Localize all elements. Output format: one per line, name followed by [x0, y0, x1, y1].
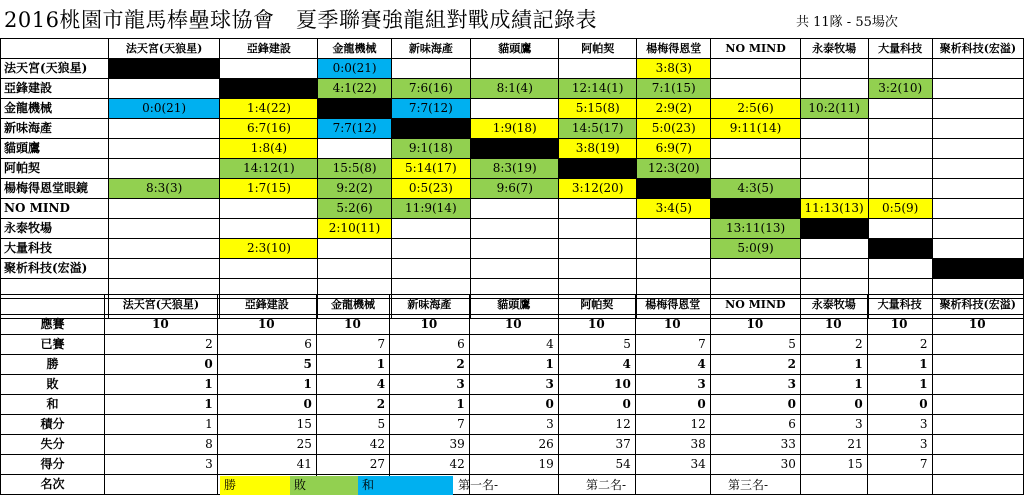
result-cell: [711, 159, 800, 179]
stat-value: 3: [390, 375, 470, 395]
page-header: [0, 0, 1024, 36]
result-cell: [800, 139, 868, 159]
stat-value: 0: [105, 355, 218, 375]
stat-value: 10: [800, 315, 867, 335]
legend-first-place: 第一名-: [458, 478, 499, 492]
result-cell: [932, 199, 1023, 219]
column-header-team: 亞鋒建設: [217, 295, 316, 315]
result-cell: 11:13(13): [800, 199, 868, 219]
column-header-team: 阿帕契: [559, 39, 637, 59]
row-label-team: 亞鋒建設: [1, 79, 109, 99]
result-cell: [800, 219, 868, 239]
stat-value: 3: [800, 415, 867, 435]
stat-value: 5: [316, 415, 389, 435]
result-cell: [868, 159, 932, 179]
result-cell: 5:0(9): [711, 239, 800, 259]
row-label-team: 大量科技: [1, 239, 109, 259]
result-cell: 3:4(5): [637, 199, 711, 219]
stat-value: 34: [635, 455, 710, 475]
result-cell: [800, 59, 868, 79]
column-header-team: 大量科技: [868, 39, 932, 59]
row-label-team: 阿帕契: [1, 159, 109, 179]
stat-value: 0: [710, 395, 800, 415]
stat-value: 10: [105, 315, 218, 335]
result-row: [1, 79, 1024, 99]
stat-value: [932, 375, 1023, 395]
stat-value: 7: [635, 335, 710, 355]
result-cell: [220, 79, 318, 99]
row-label-team: 法天宮(天狼星): [1, 59, 109, 79]
stat-value: 0: [558, 395, 635, 415]
result-cell: [471, 219, 559, 239]
result-cell: 4:1(22): [318, 79, 391, 99]
stat-value: 3: [635, 375, 710, 395]
result-cell: 7:7(12): [391, 99, 470, 119]
row-label-team: 金龍機械: [1, 99, 109, 119]
stat-value: 37: [558, 435, 635, 455]
stat-value: 38: [635, 435, 710, 455]
result-cell: [932, 99, 1023, 119]
stat-value: 15: [217, 415, 316, 435]
result-cell: 7:1(15): [637, 79, 711, 99]
stat-value: 42: [316, 435, 389, 455]
stat-label: 應賽: [1, 315, 105, 335]
stat-value: 1: [105, 395, 218, 415]
stat-value: [932, 355, 1023, 375]
stat-value: 1: [390, 395, 470, 415]
column-header-team: 法天宮(天狼星): [105, 295, 218, 315]
stat-label: 敗: [1, 375, 105, 395]
stat-value: 2: [800, 335, 867, 355]
result-cell: [637, 179, 711, 199]
result-cell: [559, 159, 637, 179]
stat-value: 10: [390, 315, 470, 335]
stat-value: 30: [710, 455, 800, 475]
stat-value: 1: [105, 415, 218, 435]
result-cell: 3:2(10): [868, 79, 932, 99]
stats-row: [1, 395, 1024, 415]
stat-value: 7: [867, 455, 932, 475]
result-cell: [559, 239, 637, 259]
stat-value: 1: [316, 355, 389, 375]
stat-value: 10: [635, 315, 710, 335]
result-cell: [932, 119, 1023, 139]
result-cell: [559, 219, 637, 239]
result-cell: 2:3(10): [220, 239, 318, 259]
stat-value: 1: [105, 375, 218, 395]
stat-value: 3: [710, 375, 800, 395]
result-row: [1, 179, 1024, 199]
stats-row: [1, 375, 1024, 395]
stat-value: 0: [800, 395, 867, 415]
corner-cell: [1, 295, 105, 315]
page-title: 2016桃園市龍馬棒壘球協會 夏季聯賽強龍組對戰成績記錄表: [4, 8, 597, 32]
stats-row: [1, 415, 1024, 435]
column-header-team: 貓頭鷹: [469, 295, 558, 315]
column-header-team: 新味海產: [391, 39, 470, 59]
result-cell: [108, 139, 220, 159]
stat-label: 失分: [1, 435, 105, 455]
result-row: [1, 119, 1024, 139]
result-cell: 12:14(1): [559, 79, 637, 99]
result-cell: 2:5(6): [711, 99, 800, 119]
stat-value: 1: [800, 355, 867, 375]
stat-value: 2: [710, 355, 800, 375]
stat-value: 0: [867, 395, 932, 415]
column-header-team: 法天宮(天狼星): [108, 39, 220, 59]
result-cell: 9:11(14): [711, 119, 800, 139]
column-header-team: 金龍機械: [318, 39, 391, 59]
stat-value: 3: [469, 415, 558, 435]
result-cell: [800, 239, 868, 259]
stat-label: 已賽: [1, 335, 105, 355]
stats-row: [1, 435, 1024, 455]
legend: [0, 476, 1024, 495]
result-cell: 11:9(14): [391, 199, 470, 219]
stat-value: 25: [217, 435, 316, 455]
column-header-team: NO MIND: [710, 295, 800, 315]
stat-label: 勝: [1, 355, 105, 375]
result-cell: [108, 59, 220, 79]
result-cell: [318, 99, 391, 119]
result-cell: 8:1(4): [471, 79, 559, 99]
stat-value: [932, 455, 1023, 475]
result-cell: 0:0(21): [108, 99, 220, 119]
result-cell: [800, 79, 868, 99]
result-cell: 13:11(13): [711, 219, 800, 239]
result-cell: 3:12(20): [559, 179, 637, 199]
stat-value: 5: [710, 335, 800, 355]
result-cell: [471, 239, 559, 259]
stat-value: 33: [710, 435, 800, 455]
stat-value: 1: [469, 355, 558, 375]
result-cell: 6:7(16): [220, 119, 318, 139]
result-cell: [932, 139, 1023, 159]
stat-value: 10: [217, 315, 316, 335]
stat-value: 4: [635, 355, 710, 375]
stat-value: 10: [867, 315, 932, 335]
result-cell: [800, 119, 868, 139]
stat-value: 2: [867, 335, 932, 355]
column-header-team: 永泰牧場: [800, 39, 868, 59]
result-cell: [108, 159, 220, 179]
result-cell: 5:15(8): [559, 99, 637, 119]
stats-row: [1, 455, 1024, 475]
header-row: [1, 39, 1024, 59]
stat-value: 15: [800, 455, 867, 475]
column-header-team: 楊梅得恩堂: [637, 39, 711, 59]
column-header-team: 楊梅得恩堂: [635, 295, 710, 315]
stat-value: 4: [316, 375, 389, 395]
stat-value: [932, 415, 1023, 435]
result-cell: [220, 199, 318, 219]
column-header-team: 阿帕契: [558, 295, 635, 315]
stat-value: 1: [217, 375, 316, 395]
result-cell: 5:14(17): [391, 159, 470, 179]
row-label-team: 聚析科技(宏溢): [1, 259, 109, 279]
stat-value: 1: [867, 375, 932, 395]
result-cell: [318, 239, 391, 259]
stat-value: 10: [558, 315, 635, 335]
result-cell: [868, 179, 932, 199]
legend-lose: 敗: [290, 476, 358, 495]
stat-value: [932, 335, 1023, 355]
result-cell: 14:12(1): [220, 159, 318, 179]
page-subtitle: 共 11隊 - 55場次: [796, 15, 898, 30]
stats-row: [1, 355, 1024, 375]
stat-value: 26: [469, 435, 558, 455]
result-cell: 1:7(15): [220, 179, 318, 199]
stat-value: 10: [932, 315, 1023, 335]
stat-value: 10: [710, 315, 800, 335]
stat-value: 2: [390, 355, 470, 375]
result-cell: [471, 99, 559, 119]
result-cell: [868, 239, 932, 259]
result-cell: [932, 159, 1023, 179]
stat-value: 6: [710, 415, 800, 435]
column-header-team: 金龍機械: [316, 295, 389, 315]
stat-value: 21: [800, 435, 867, 455]
stat-value: 10: [558, 375, 635, 395]
stat-label: 得分: [1, 455, 105, 475]
column-header-team: NO MIND: [711, 39, 800, 59]
result-row: [1, 139, 1024, 159]
result-cell: 5:0(23): [637, 119, 711, 139]
result-cell: [220, 219, 318, 239]
result-cell: [108, 79, 220, 99]
stat-value: 3: [867, 435, 932, 455]
stats-table: [0, 294, 1024, 495]
legend-second-place: 第二名-: [586, 478, 627, 492]
result-cell: [800, 159, 868, 179]
stat-value: 2: [316, 395, 389, 415]
stat-value: 54: [558, 455, 635, 475]
column-header-team: 亞鋒建設: [220, 39, 318, 59]
result-cell: 3:8(19): [559, 139, 637, 159]
result-cell: [711, 139, 800, 159]
stat-value: 6: [390, 335, 470, 355]
stat-value: 10: [316, 315, 389, 335]
result-cell: 3:8(3): [637, 59, 711, 79]
stat-value: 42: [390, 455, 470, 475]
result-cell: [391, 59, 470, 79]
result-cell: 8:3(19): [471, 159, 559, 179]
column-header-team: 大量科技: [867, 295, 932, 315]
result-cell: 2:9(2): [637, 99, 711, 119]
column-header-team: 新味海產: [390, 295, 470, 315]
result-cell: 7:6(16): [391, 79, 470, 99]
result-row: [1, 99, 1024, 119]
stat-value: 3: [105, 455, 218, 475]
row-label-team: 貓頭鷹: [1, 139, 109, 159]
stat-value: 5: [217, 355, 316, 375]
row-label-team: 楊梅得恩堂眼鏡: [1, 179, 109, 199]
result-cell: [932, 179, 1023, 199]
result-cell: [637, 219, 711, 239]
stat-value: 12: [558, 415, 635, 435]
result-cell: 10:2(11): [800, 99, 868, 119]
stat-value: 7: [316, 335, 389, 355]
result-cell: [868, 99, 932, 119]
stat-value: 4: [469, 335, 558, 355]
result-cell: 6:9(7): [637, 139, 711, 159]
result-cell: 7:7(12): [318, 119, 391, 139]
legend-third-place: 第三名-: [728, 478, 769, 492]
stat-value: 7: [390, 415, 470, 435]
corner-cell: [1, 39, 109, 59]
result-cell: 0:5(9): [868, 199, 932, 219]
column-header-team: 聚析科技(宏溢): [932, 39, 1023, 59]
stat-value: 0: [469, 395, 558, 415]
result-cell: [559, 59, 637, 79]
column-header-team: 永泰牧場: [800, 295, 867, 315]
stat-value: 39: [390, 435, 470, 455]
result-cell: [471, 139, 559, 159]
result-cell: [868, 59, 932, 79]
stat-value: [932, 435, 1023, 455]
result-cell: 1:4(22): [220, 99, 318, 119]
stat-value: 2: [105, 335, 218, 355]
result-cell: 0:0(21): [318, 59, 391, 79]
result-cell: 1:9(18): [471, 119, 559, 139]
result-cell: [108, 199, 220, 219]
result-cell: 15:5(8): [318, 159, 391, 179]
result-cell: [868, 139, 932, 159]
result-cell: [471, 59, 559, 79]
stat-value: 4: [558, 355, 635, 375]
result-cell: [800, 179, 868, 199]
result-cell: 4:3(5): [711, 179, 800, 199]
result-row: [1, 219, 1024, 239]
result-row: [1, 199, 1024, 219]
stats-header-row: [1, 295, 1024, 315]
column-header-team: 聚析科技(宏溢): [932, 295, 1023, 315]
result-cell: [318, 139, 391, 159]
result-row: [1, 239, 1024, 259]
stat-value: 0: [217, 395, 316, 415]
stat-value: 12: [635, 415, 710, 435]
stat-value: 41: [217, 455, 316, 475]
result-cell: 8:3(3): [108, 179, 220, 199]
stat-value: 5: [558, 335, 635, 355]
stat-value: 8: [105, 435, 218, 455]
result-cell: 9:6(7): [471, 179, 559, 199]
stat-value: 1: [800, 375, 867, 395]
result-cell: [711, 199, 800, 219]
result-cell: [391, 219, 470, 239]
stat-value: 3: [867, 415, 932, 435]
result-cell: [932, 79, 1023, 99]
result-cell: [868, 119, 932, 139]
row-label-team: 新味海產: [1, 119, 109, 139]
result-cell: 5:2(6): [318, 199, 391, 219]
result-cell: 2:10(11): [318, 219, 391, 239]
result-cell: 9:1(18): [391, 139, 470, 159]
result-cell: 14:5(17): [559, 119, 637, 139]
stat-value: 3: [469, 375, 558, 395]
result-cell: 1:8(4): [220, 139, 318, 159]
row-label-team: 永泰牧場: [1, 219, 109, 239]
result-cell: [711, 59, 800, 79]
result-cell: [220, 59, 318, 79]
stat-value: 10: [469, 315, 558, 335]
stats-row: [1, 315, 1024, 335]
result-cell: [391, 239, 470, 259]
result-cell: [471, 199, 559, 219]
result-cell: 9:2(2): [318, 179, 391, 199]
stat-label: 名次: [1, 475, 105, 495]
stat-label: 和: [1, 395, 105, 415]
result-cell: 0:5(23): [391, 179, 470, 199]
stat-value: 6: [217, 335, 316, 355]
result-cell: [932, 59, 1023, 79]
result-cell: [932, 239, 1023, 259]
stats-row: [1, 335, 1024, 355]
table-spacer: [0, 274, 1024, 294]
result-row: [1, 159, 1024, 179]
column-header-team: 貓頭鷹: [471, 39, 559, 59]
legend-tie: 和: [358, 476, 453, 495]
result-cell: [391, 119, 470, 139]
stat-label: 積分: [1, 415, 105, 435]
result-cell: [711, 79, 800, 99]
result-row: [1, 59, 1024, 79]
result-cell: [559, 199, 637, 219]
result-cell: [108, 219, 220, 239]
legend-win: 勝: [220, 476, 290, 495]
row-label-team: NO MIND: [1, 199, 109, 219]
stat-value: 1: [867, 355, 932, 375]
result-cell: 12:3(20): [637, 159, 711, 179]
stat-value: 27: [316, 455, 389, 475]
stat-value: [932, 395, 1023, 415]
result-cell: [108, 119, 220, 139]
result-cell: [932, 219, 1023, 239]
result-cell: [637, 239, 711, 259]
stat-value: 19: [469, 455, 558, 475]
result-cell: [868, 219, 932, 239]
result-cell: [108, 239, 220, 259]
stat-value: 0: [635, 395, 710, 415]
